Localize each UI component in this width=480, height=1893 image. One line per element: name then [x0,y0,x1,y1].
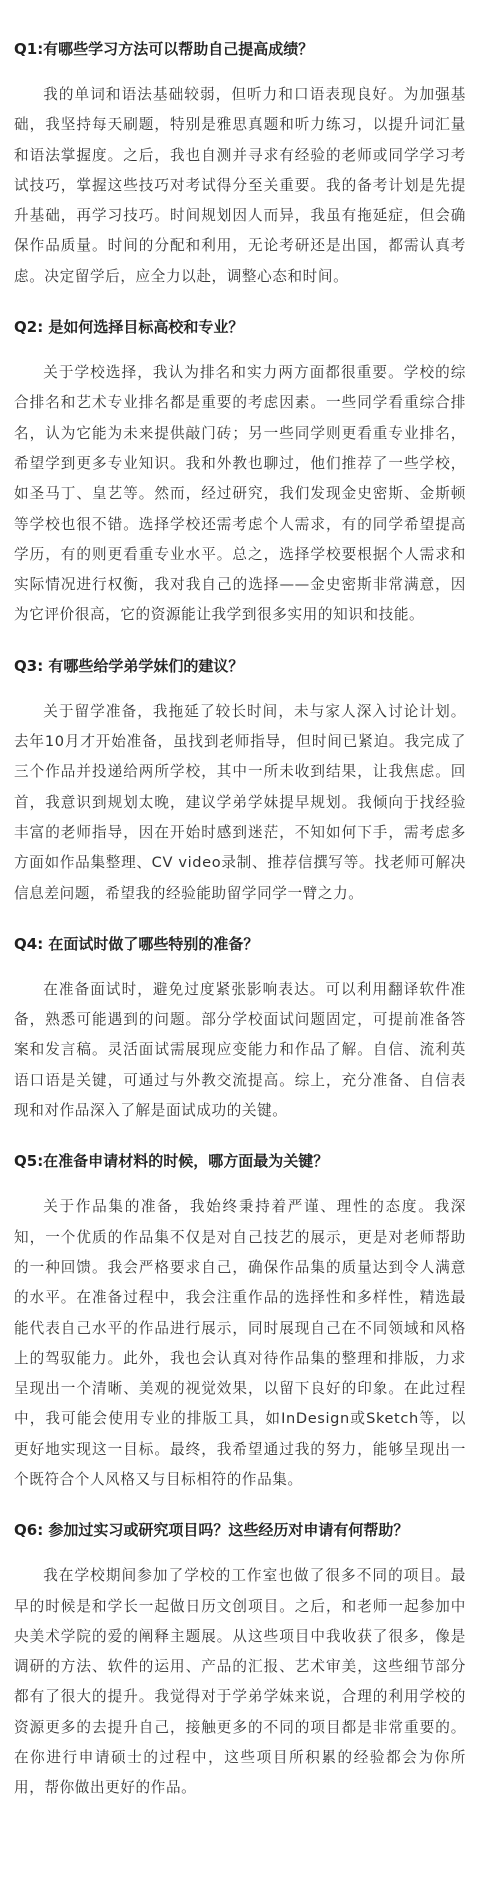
question-heading: Q4: 在面试时做了哪些特别的准备？ [14,934,259,953]
qa-block-5 [14,1150,466,1495]
answer-paragraph: 关于作品集的准备，我始终秉持着严谨、理性的态度。我深知，一个优质的作品集不仅是对自己技艺的展示，更是对老师帮助的一种回馈。我会严格要求自己，确保作品集的质量达到令人满意的水平。在准备过程中，我会注重作品的选择性和多样性，精选最能代表自己水平的作品进行展示，同时展现自己在不同领域和风格上的驾驭能力。此外，我也会认真对待作品集的整理和排版，力求呈现出一个清晰、美观的视觉效果，以留下良好的印象。在此过程中，我可能会使用专业的排版工具，如InDesign或Sketch等，以更好地实现这一目标。最终，我希望通过我的努力，能够呈现出一个既符合个人风格又与目标相符的作品集。 [14,1198,466,1488]
answer-paragraph: 关于学校选择，我认为排名和实力两方面都很重要。学校的综合排名和艺术专业排名都是重要的考虑因素。一些同学看重综合排名，认为它能为未来提供敲门砖；另一些同学则更看重专业排名，希望学到更多专业知识。我和外教也聊过，他们推荐了一些学校，如圣马丁、皇艺等。然而，经过研究，我们发现金史密斯、金斯顿等学校也很不错。选择学校还需考虑个人需求，有的同学希望提高学历，有的则更看重专业水平。总之，选择学校要根据个人需求和实际情况进行权衡，我对我自己的选择——金史密斯非常满意，因为它评价很高，它的资源能让我学到很多实用的知识和技能。 [14,364,466,624]
question-heading: Q2: 是如何选择目标高校和专业？ [14,318,244,337]
question-heading: Q5:在准备申请材料的时候，哪方面最为关键？ [14,1152,329,1171]
qa-block-2 [14,316,466,631]
qa-block-1 [14,38,466,292]
answer-paragraph: 关于留学准备，我拖延了较长时间，未与家人深入讨论计划。去年10月才开始准备，虽找到老师指导，但时间已紧迫。我完成了三个作品并投递给两所学校，其中一所未收到结果，让我焦虑。回首，我意识到规划太晚，建议学弟学妹提早规划。我倾向于找经验丰富的老师指导，因在开始时感到迷茫，不知如何下手，需考虑多方面如作品集整理、CV video录制、推荐信撰写等。找老师可解决信息差问题，希望我的经验能助留学同学一臂之力。 [14,702,466,902]
qa-block-3 [14,655,466,909]
question-heading: Q3: 有哪些给学弟学妹们的建议？ [14,656,244,675]
answer-paragraph: 我在学校期间参加了学校的工作室也做了很多不同的项目。最早的时候是和学长一起做日历文创项目。之后，和老师一起参加中央美术学院的爱的阐释主题展。从这些项目中我收获了很多，像是调研的方法、软件的运用、产品的汇报、艺术审美，这些细节部分都有了很大的提升。我觉得对于学弟学妹来说，合理的利用学校的资源更多的去提升自己，接触更多的不同的项目都是非常重要的。在你进行申请硕士的过程中，这些项目所积累的经验都会为你所用，帮你做出更好的作品。 [14,1567,466,1797]
answer-paragraph: 在准备面试时，避免过度紧张影响表达。可以利用翻译软件准备，熟悉可能遇到的问题。部分学校面试问题固定，可提前准备答案和发言稿。灵活面试需展现应变能力和作品了解。自信、流利英语口语是关键，可通过与外教交流提高。综上，充分准备、自信表现和对作品深入了解是面试成功的关键。 [14,980,466,1120]
qa-block-4 [14,933,466,1126]
answer-paragraph: 我的单词和语法基础较弱，但听力和口语表现良好。为加强基础，我坚持每天刷题，特别是雅思真题和听力练习，以提升词汇量和语法掌握度。之后，我也自测并寻求有经验的老师或同学学习考试技巧，掌握这些技巧对考试得分至关重要。我的备考计划是先提升基础，再学习技巧。时间规划因人而异，我虽有拖延症，但会确保作品质量。时间的分配和利用，无论考研还是出国，都需认真考虑。决定留学后，应全力以赴，调整心态和时间。 [14,86,466,285]
question-heading: Q1:有哪些学习方法可以帮助自己提高成绩？ [14,40,314,58]
question-heading: Q6: 参加过实习或研究项目吗？这些经历对申请有何帮助？ [14,1521,409,1540]
qa-block-6 [14,1519,466,1803]
